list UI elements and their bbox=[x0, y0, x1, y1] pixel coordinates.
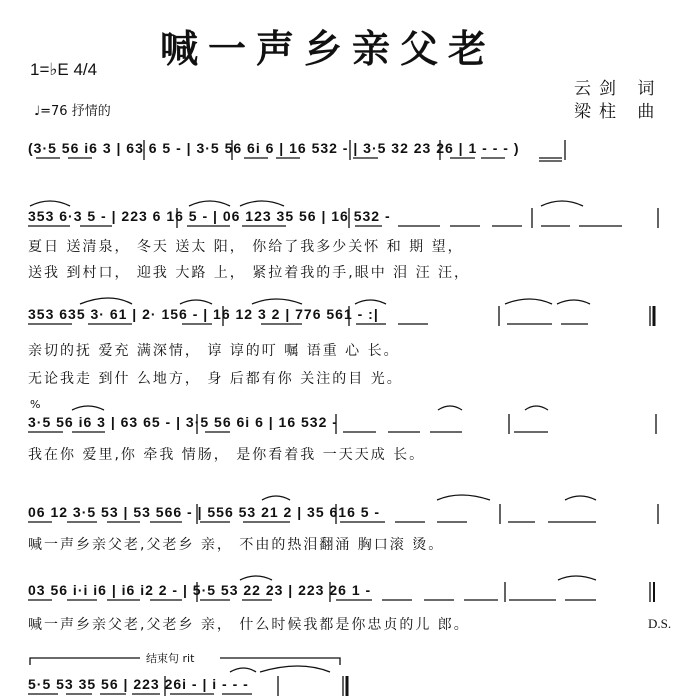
score-row-1-notes: (3·5 56 i6 3 | 63 6 5 - | 3·5 56 6i 6 | 16 532 - | 3·5 32 23 26 | 1 - - - ) bbox=[28, 140, 520, 156]
score-row-2-lyric-1: 夏日 送清泉， 冬天 送太 阳， 你给了我多少关怀 和 期 望， bbox=[28, 239, 464, 255]
ending-label: 结束句 rit bbox=[146, 652, 195, 665]
key-signature: 1=♭E 4/4 bbox=[30, 60, 98, 79]
score-row-2-notes: 353 6·3 5 - | 223 6 16 5 - | 06 123 35 56 | 16 532 - bbox=[28, 208, 391, 224]
tempo-marking: ♩=76 抒情的 bbox=[34, 104, 111, 119]
score-row-6-lyric-1: 喊一声乡亲父老,父老乡 亲， 什么时候我都是你忠贞的儿 郎。 bbox=[28, 617, 470, 633]
score-row-3-lyric-2: 无论我走 到什 么地方， 身 后都有你 关注的目 光。 bbox=[28, 371, 403, 387]
score-row-5-notes: 06 12 3·5 53 | 53 566 - | 556 53 21 2 | 35 616 5 - bbox=[28, 504, 381, 520]
score-row-4-lyric-1: 我在你 爱里,你 牵我 情肠， 是你看着我 一天天成 长。 bbox=[28, 447, 426, 463]
score-row-3-lyric-1: 亲切的抚 爱充 满深情， 谆 谆的叮 嘱 语重 心 长。 bbox=[28, 343, 400, 359]
score-row-7-notes: 5·5 53 35 56 | 223 26i - | i - - - bbox=[28, 676, 249, 692]
score-row-4-notes: 3·5 56 i6 3 | 63 65 - | 3·5 56 6i 6 | 16 532 - bbox=[28, 414, 338, 430]
score-row-2-lyric-2: 送我 到村口， 迎我 大路 上， 紧拉着我的手,眼中 泪 汪 汪， bbox=[28, 265, 471, 281]
score-row-3-notes: 353 635 3· 61 | 2· 156 - | 16 12 3 2 | 776 561 - :| bbox=[28, 306, 379, 322]
song-title: 喊一声乡亲父老 bbox=[160, 26, 497, 71]
segno-sign: % bbox=[30, 398, 41, 411]
da-segno-marking: D.S. bbox=[648, 616, 672, 631]
score-row-6-notes: 03 56 i·i i6 | i6 i2 2 - | 5·5 53 22 23 | 223 26 1 - bbox=[28, 582, 372, 598]
score-row-5-lyric-1: 喊一声乡亲父老,父老乡 亲， 不由的热泪翻涌 胸口滚 烫。 bbox=[28, 537, 445, 553]
composer-credit: 梁柱 曲 bbox=[574, 102, 663, 122]
lyricist-credit: 云剑 词 bbox=[574, 79, 663, 99]
